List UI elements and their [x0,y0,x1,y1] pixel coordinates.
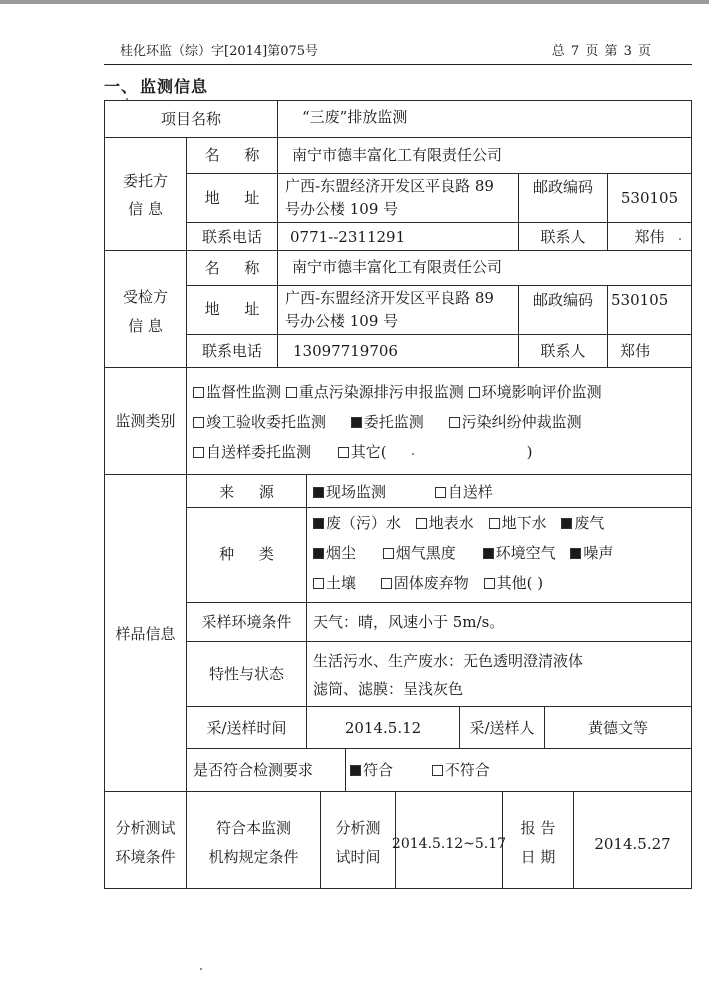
person-value: 黄德文等 [587,719,648,737]
analysis-time-label-line-1: 分析测 [335,819,381,837]
checkbox-commissioned[interactable] [351,413,424,431]
checkbox-other[interactable] [338,443,533,461]
option-label: 不符合 [444,761,490,779]
report-date-label-line-1: 报 告 [520,819,556,837]
checkbox-icon [193,447,204,458]
option-label: 烟气黑度 [395,544,456,562]
checkbox-self-sample[interactable] [435,483,493,501]
checkbox-wastewater[interactable] [313,514,401,532]
option-label: 固体废弃物 [393,574,469,592]
option-label: 地下水 [501,514,547,532]
client-name-value: 南宁市德丰富化工有限责任公司 [292,146,503,164]
client-address-line1: 广西-东盟经济开发区平良路 89 [285,177,494,195]
scan-speck [126,98,128,100]
client-postcode-value: 530105 [620,189,679,207]
scan-speck [200,968,202,970]
compliance-label: 是否符合检测要求 [193,761,314,779]
cell-analysis-time-label [320,791,396,889]
option-label: 重点污染源排污申报监测 [298,383,464,401]
checkbox-icon [432,765,443,776]
checkbox-smoke-blackness[interactable] [383,544,456,562]
person-label: 采/送样人 [469,719,535,737]
checkbox-supervisory[interactable] [193,383,281,401]
option-label: 监督性监测 [206,383,282,401]
inspected-address-line2: 号办公楼 109 号 [285,312,399,330]
project-value: “三废”排放监测 [302,108,408,126]
cell-analysis-label [104,791,187,889]
checkbox-icon [435,487,446,498]
time-value: 2014.5.12 [344,719,422,737]
client-address-line2: 号办公楼 109 号 [285,200,399,218]
cell-analysis-conditions [186,791,321,889]
inspected-contact-label: 联系人 [540,342,586,360]
type-options-line-3 [313,572,543,594]
client-group-label-2: 信 息 [128,200,163,218]
inspected-name-value: 南宁市德丰富化工有限责任公司 [292,258,503,276]
env-label: 采样环境条件 [201,613,292,631]
checkbox-icon [381,578,392,589]
section-title [104,74,208,97]
checkbox-self-delivered[interactable] [193,443,311,461]
inspected-postcode-label: 邮政编码 [532,291,593,309]
cell-report-date-label [502,791,574,889]
report-date-value: 2014.5.27 [594,835,671,853]
option-label: 废（污）水 [326,514,402,532]
option-close: ) [526,443,533,461]
state-line-2: 滤筒、滤膜：呈浅灰色 [313,680,464,698]
option-label: 地表水 [428,514,474,532]
analysis-conditions-line-1: 符合本监测 [215,819,291,837]
checkbox-waste-gas[interactable] [561,514,604,532]
checkbox-onsite[interactable] [313,483,386,501]
header-rule [104,64,692,65]
option-label: 其他( ) [496,574,544,592]
checkbox-compliant[interactable] [350,761,393,779]
checkbox-checked-icon [350,765,361,776]
checkbox-soil[interactable] [313,574,356,592]
option-label: 污染纠纷仲裁监测 [461,413,582,431]
checkbox-smoke-dust[interactable] [313,544,356,562]
client-phone-value: 0771--2311291 [290,228,406,246]
state-line-1: 生活污水、生产废水：无色透明澄清液体 [313,652,584,670]
document-number: 桂化环监（综）字[2014]第075号 [120,44,319,59]
monitoring-type-line-1 [193,381,602,403]
checkbox-checked-icon [313,518,324,529]
state-label: 特性与状态 [208,665,284,683]
inspected-phone-label: 联系电话 [201,342,262,360]
inspected-address-line1: 广西-东盟经济开发区平良路 89 [285,289,494,307]
option-label: 委托监测 [363,413,424,431]
cell-client-group [104,137,187,251]
scan-speck [679,238,681,240]
inspected-group-label-1: 受检方 [122,288,168,306]
checkbox-checked-icon [351,417,362,428]
checkbox-icon [383,548,394,559]
section-number: 一、 [104,77,139,96]
sample-group-label: 样品信息 [115,625,176,643]
top-border-line [0,0,709,4]
checkbox-key-pollution[interactable] [286,383,464,401]
checkbox-ambient-air[interactable] [483,544,556,562]
client-name-label: 名 称 [204,146,270,164]
checkbox-icon [416,518,427,529]
client-phone-label: 联系电话 [201,228,262,246]
scan-speck [412,453,414,455]
option-label: 环境影响评价监测 [481,383,602,401]
checkbox-icon [489,518,500,529]
inspected-postcode-value: 530105 [611,291,669,309]
type-label: 种 类 [219,545,284,563]
source-options [313,481,493,503]
monitoring-type-line-2 [193,411,582,433]
checkbox-checked-icon [313,487,324,498]
section-title-text: 监测信息 [140,77,209,96]
option-label: 自送样委托监测 [206,443,312,461]
report-date-label-line-2: 日 期 [520,848,556,866]
inspected-name-label: 名 称 [204,259,270,277]
analysis-conditions-line-2: 机构规定条件 [208,848,299,866]
checkbox-icon [449,417,460,428]
source-label: 来 源 [219,483,284,501]
inspected-phone-value: 13097719706 [293,342,398,360]
analysis-time-label-line-2: 试时间 [335,848,381,866]
inspected-group-label-2: 信 息 [128,317,163,335]
checkbox-groundwater[interactable] [489,514,547,532]
env-value: 天气：晴，风速小于 5m/s。 [313,613,505,631]
option-label: 现场监测 [326,483,387,501]
checkbox-checked-icon [483,548,494,559]
checkbox-dispute[interactable] [449,413,582,431]
option-label: 噪声 [583,544,614,562]
cell-inspected-group [104,250,187,368]
type-options-line-2 [313,542,613,564]
type-options-line-1 [313,512,604,534]
analysis-time-value: 2014.5.12~5.17 [391,836,507,852]
checkbox-icon [313,578,324,589]
checkbox-solid-waste[interactable] [381,574,469,592]
checkbox-icon [193,417,204,428]
client-postcode-label: 邮政编码 [532,178,593,196]
time-label: 采/送样时间 [206,719,287,737]
checkbox-icon [469,387,480,398]
inspected-contact-value: 郑伟 [620,342,651,360]
analysis-label-line-1: 分析测试 [115,819,176,837]
checkbox-other-type[interactable] [484,574,543,592]
inspected-address-label: 地 址 [204,300,270,318]
option-label: 符合 [363,761,394,779]
option-label: 土壤 [326,574,357,592]
option-label: 烟尘 [326,544,357,562]
page-header [120,40,652,62]
checkbox-icon [338,447,349,458]
checkbox-eia[interactable] [469,383,602,401]
option-label: 竣工验收委托监测 [206,413,327,431]
client-address-label: 地 址 [204,189,270,207]
checkbox-icon [484,578,495,589]
client-group-label-1: 委托方 [122,172,168,190]
checkbox-checked-icon [313,548,324,559]
checkbox-checked-icon [570,548,581,559]
project-label: 项目名称 [160,110,221,128]
checkbox-noise[interactable] [570,544,613,562]
checkbox-noncompliant[interactable] [432,761,490,779]
analysis-label-line-2: 环境条件 [115,848,176,866]
client-contact-value: 郑伟 [634,228,665,246]
option-label: 其它( [350,443,387,461]
checkbox-surface-water[interactable] [416,514,474,532]
checkbox-checked-icon [561,518,572,529]
option-label: 废气 [574,514,605,532]
checkbox-icon [286,387,297,398]
checkbox-icon [193,387,204,398]
page-info: 总 7 页 第 3 页 [551,44,652,59]
checkbox-acceptance[interactable] [193,413,326,431]
option-label: 环境空气 [495,544,556,562]
compliance-options [350,759,490,781]
client-contact-label: 联系人 [540,228,586,246]
option-label: 自送样 [447,483,493,501]
monitoring-type-line-3 [193,441,533,463]
monitoring-type-label: 监测类别 [115,412,176,430]
